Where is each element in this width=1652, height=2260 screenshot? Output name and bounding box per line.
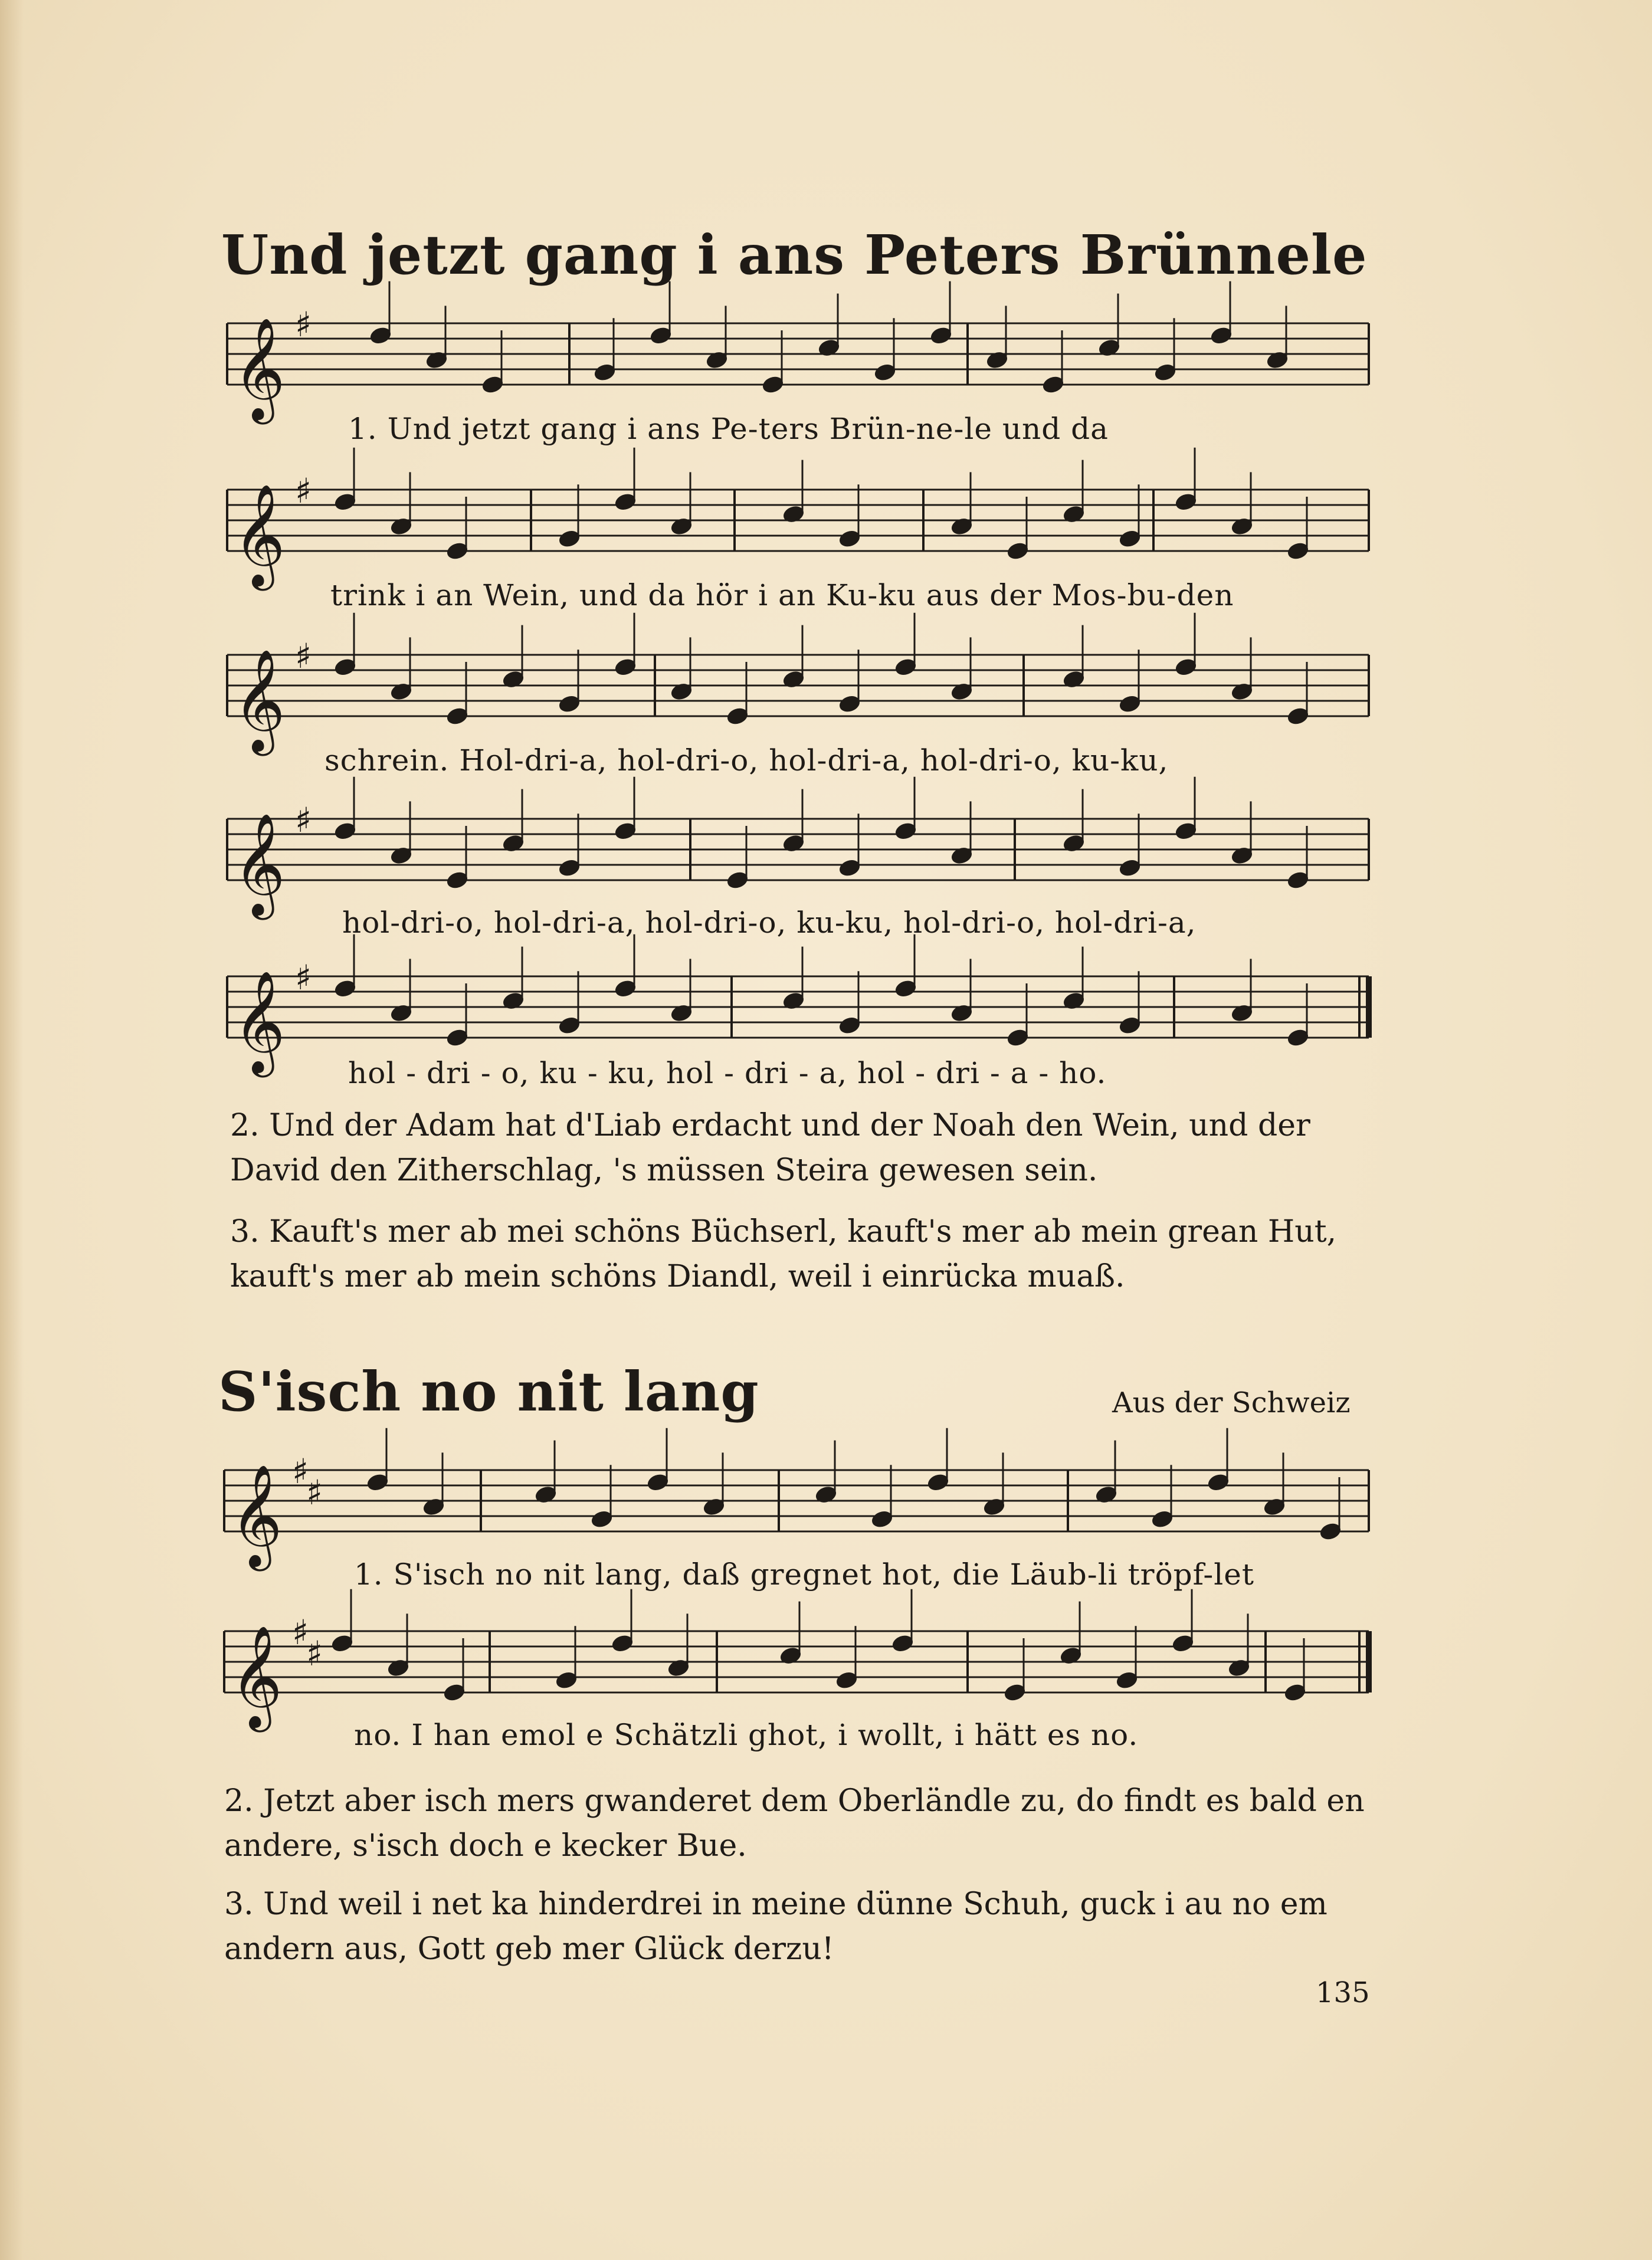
treble-clef-icon: 𝄞 (233, 970, 286, 1073)
treble-clef-icon: 𝄞 (233, 317, 286, 420)
song2-staff-1 (224, 1428, 1369, 1572)
song2-origin: Aus der Schweiz (1112, 1386, 1351, 1419)
song2-lyric-line-1: 1. S'isch no nit lang, daß gregnet hot, die Läub-li tröpf-let (354, 1557, 1254, 1592)
song2-lyric-line-2: no. I han emol e Schätzli ghot, i wollt, i hätt es no. (354, 1718, 1139, 1752)
song1-title: Und jetzt gang i ans Peters Brünnele (221, 223, 1368, 287)
song1-lyric-line-2: trink i an Wein, und da hör i an Ku-ku aus der Mos-bu-den (330, 578, 1234, 612)
treble-clef-icon: 𝄞 (233, 484, 286, 586)
treble-clef-icon: 𝄞 (230, 1464, 283, 1567)
song2-staff-2 (224, 1589, 1369, 1733)
song1-lyric-line-4: hol-dri-o, hol-dri-a, hol-dri-o, ku-ku, hol-dri-o, hol-dri-a, (342, 906, 1197, 940)
song1-verse-2: 2. Und der Adam hat d'Liab erdacht und der Noah den Wein, und der David den Zitherschlag, 's müssen Steira gewesen sein. (230, 1108, 1310, 1188)
key-sharp-icon: ♯ (295, 304, 312, 345)
song1-lyric-line-1: 1. Und jetzt gang i ans Pe-ters Brün-ne-le und da (348, 412, 1109, 446)
song1-staff-3 (227, 613, 1369, 756)
song2-verse-3: 3. Und weil i net ka hinderdrei in meine dünne Schuh, guck i au no em andern aus, Gott geb mer Glück derzu! (224, 1887, 1328, 1967)
key-sharp-icon: ♯ (306, 1634, 323, 1674)
song1-verse-3: 3. Kauft's mer ab mei schöns Büchserl, kauft's mer ab mein grean Hut, kauft's mer ab mein schöns Diandl, weil i einrücka muaß. (230, 1214, 1337, 1294)
song1-lyric-line-5: hol - dri - o, ku - ku, hol - dri - a, hol - dri - a - ho. (348, 1056, 1107, 1090)
key-sharp-icon: ♯ (292, 1451, 309, 1491)
song2-title: S'isch no nit lang (218, 1360, 759, 1423)
song1-staff-4 (227, 777, 1369, 920)
song1-lyric-line-3: schrein. Hol-dri-a, hol-dri-o, hol-dri-a, hol-dri-o, ku-ku, (324, 743, 1169, 778)
song1-staff-5 (227, 934, 1369, 1078)
key-sharp-icon: ♯ (295, 800, 312, 840)
key-sharp-icon: ♯ (292, 1612, 309, 1652)
key-sharp-icon: ♯ (295, 636, 312, 676)
page-number: 135 (1316, 1976, 1370, 2009)
song1-staff-2 (227, 448, 1369, 591)
song2-verse-2: 2. Jetzt aber isch mers gwanderet dem Oberländle zu, do findt es bald en andere, s'isch doch e kecker Bue. (224, 1783, 1365, 1864)
key-sharp-icon: ♯ (295, 957, 312, 998)
treble-clef-icon: 𝄞 (230, 1625, 283, 1728)
treble-clef-icon: 𝄞 (233, 649, 286, 752)
treble-clef-icon: 𝄞 (233, 813, 286, 916)
key-sharp-icon: ♯ (295, 471, 312, 511)
key-sharp-icon: ♯ (306, 1472, 323, 1513)
song1-staff-1 (227, 281, 1369, 425)
